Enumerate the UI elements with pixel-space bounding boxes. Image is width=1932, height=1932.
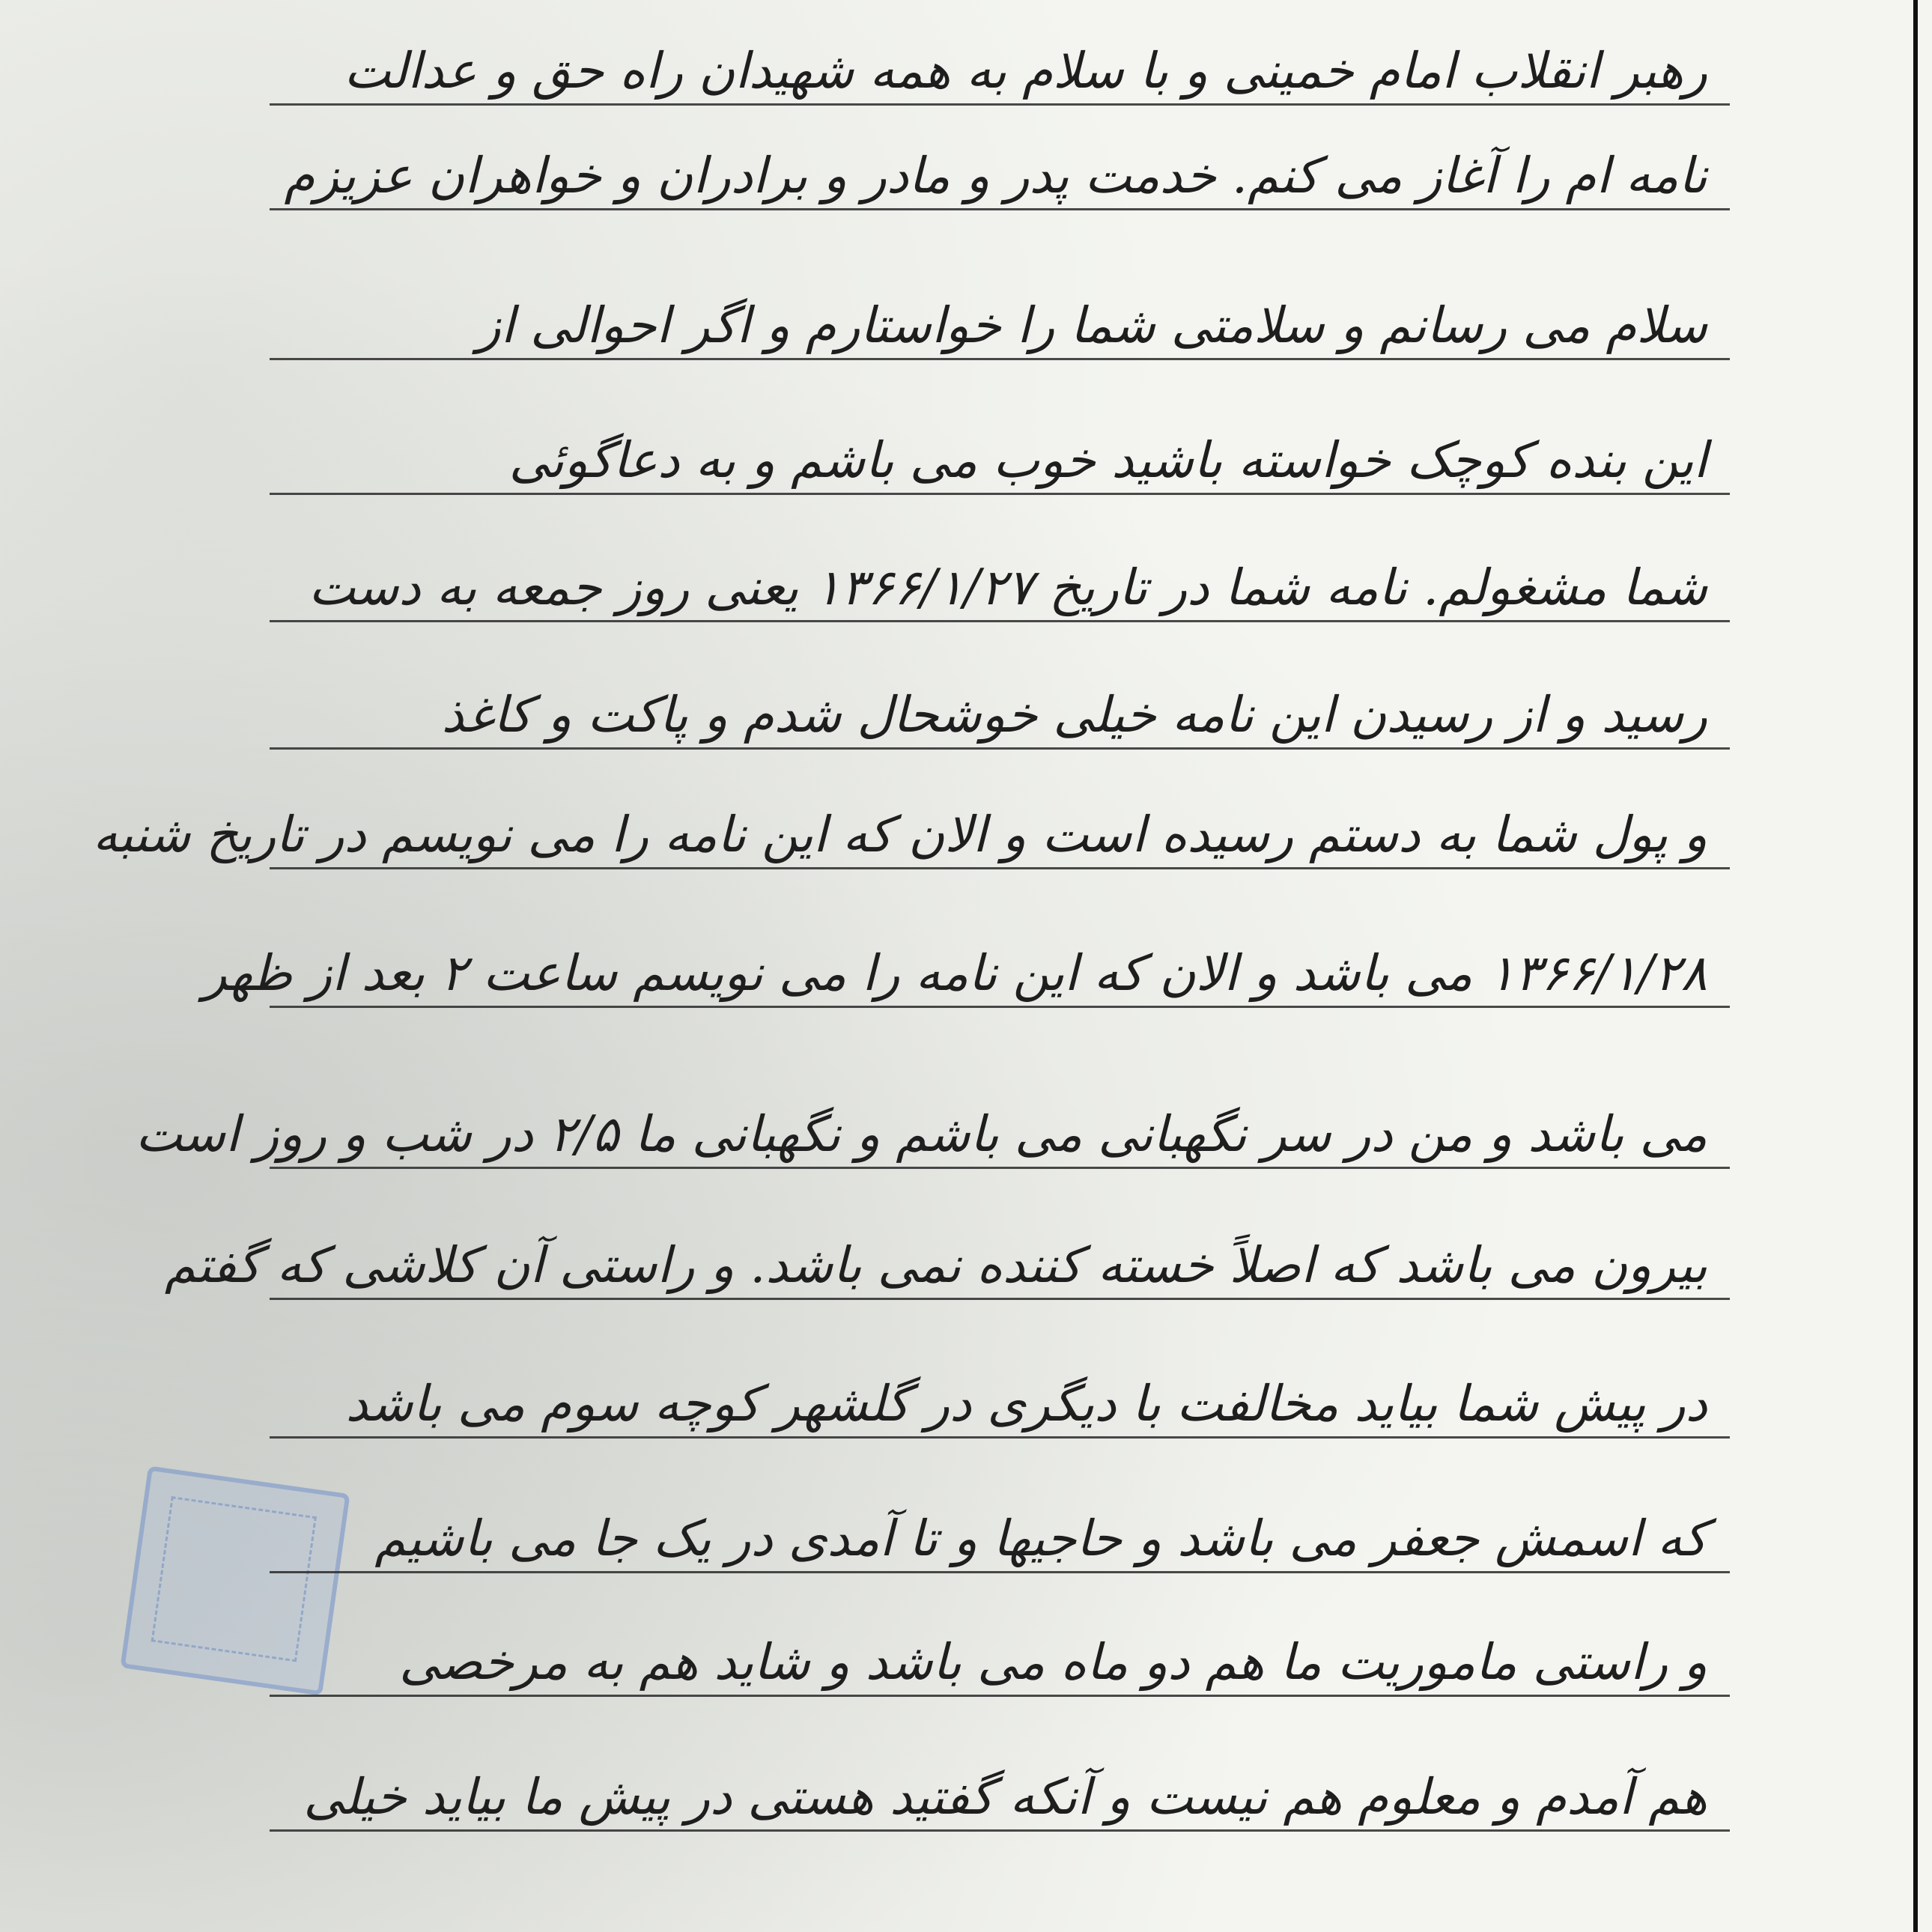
letter-line-text: هم آمدم و معلوم هم نیست و آنکه گفتید هستی در پیش ما بیاید خیلی [303, 1768, 1707, 1826]
letter-line-text: که اسمش جعفر می باشد و حاجیها و تا آمدی در یک جا می باشیم [374, 1510, 1707, 1567]
letter-line-3 [285, 285, 1707, 389]
letter-line-text: ۱۳۶۶/۱/۲۸ می باشد و الان که این نامه را می نویسم ساعت ۲ بعد از ظهر [202, 944, 1707, 1002]
ruled-line [270, 358, 1730, 360]
letter-line-9 [135, 1093, 1707, 1198]
letter-line-text: رسید و از رسیدن این نامه خیلی خوشحال شدم و پاکت و کاغذ [441, 686, 1707, 744]
ruled-line [270, 1298, 1730, 1300]
ruled-line [270, 1006, 1730, 1008]
letter-line-10 [164, 1224, 1707, 1329]
letter-line-text: و پول شما به دستم رسیده است و الان که این نامه را می نویسم در تاریخ شنبه [92, 806, 1707, 863]
letter-line-13 [285, 1621, 1707, 1726]
ruled-line [270, 867, 1730, 869]
letter-line-5 [285, 547, 1707, 651]
ruled-line [270, 1695, 1730, 1697]
letter-line-6 [285, 674, 1707, 779]
letter-line-4 [285, 419, 1707, 524]
ruled-line [270, 747, 1730, 750]
letter-line-text: می باشد و من در سر نگهبانی می باشم و نگهبانی ما ۲/۵ در شب و روز است [135, 1105, 1707, 1163]
letter-line-text: نامه ام را آغاز می کنم. خدمت پدر و مادر و برادران و خواهران عزیزم [284, 147, 1707, 204]
letter-line-text: شما مشغولم. نامه شما در تاریخ ۱۳۶۶/۱/۲۷ یعنی روز جمعه به دست [309, 559, 1707, 616]
ruled-line [270, 620, 1730, 622]
ruled-line [270, 1436, 1730, 1439]
ruled-line [270, 1829, 1730, 1832]
ruled-line [270, 1167, 1730, 1169]
letter-line-text: رهبر انقلاب امام خمینی و با سلام به همه شهیدان راه حق و عدالت [344, 42, 1707, 100]
letter-line-1 [285, 30, 1707, 135]
ruled-line [270, 103, 1730, 106]
letter-line-text: سلام می رسانم و سلامتی شما را خواستارم و اگر احوالی از [476, 297, 1707, 354]
ruled-line [270, 208, 1730, 210]
letter-line-text: و راستی ماموریت ما هم دو ماه می باشد و شاید هم به مرخصی [399, 1633, 1707, 1691]
letter-line-11 [285, 1363, 1707, 1468]
letter-line-text: این بنده کوچک خواسته باشید خوب می باشم و به دعاگوئی [508, 431, 1707, 489]
letter-line-8 [202, 932, 1707, 1037]
ruled-line [270, 493, 1730, 495]
letter-line-text: در پیش شما بیاید مخالفت با دیگری در گلشهر کوچه سوم می باشد [345, 1375, 1707, 1433]
letter-line-7 [92, 794, 1707, 899]
letter-line-12 [285, 1498, 1707, 1603]
ruled-line [270, 1571, 1730, 1573]
letter-line-2 [285, 135, 1707, 240]
page-edge-line [1913, 0, 1918, 1932]
letter-line-14 [285, 1756, 1707, 1861]
letter-line-text: بیرون می باشد که اصلاً خسته کننده نمی باشد. و راستی آن کلاشی که گفتم [164, 1236, 1707, 1294]
